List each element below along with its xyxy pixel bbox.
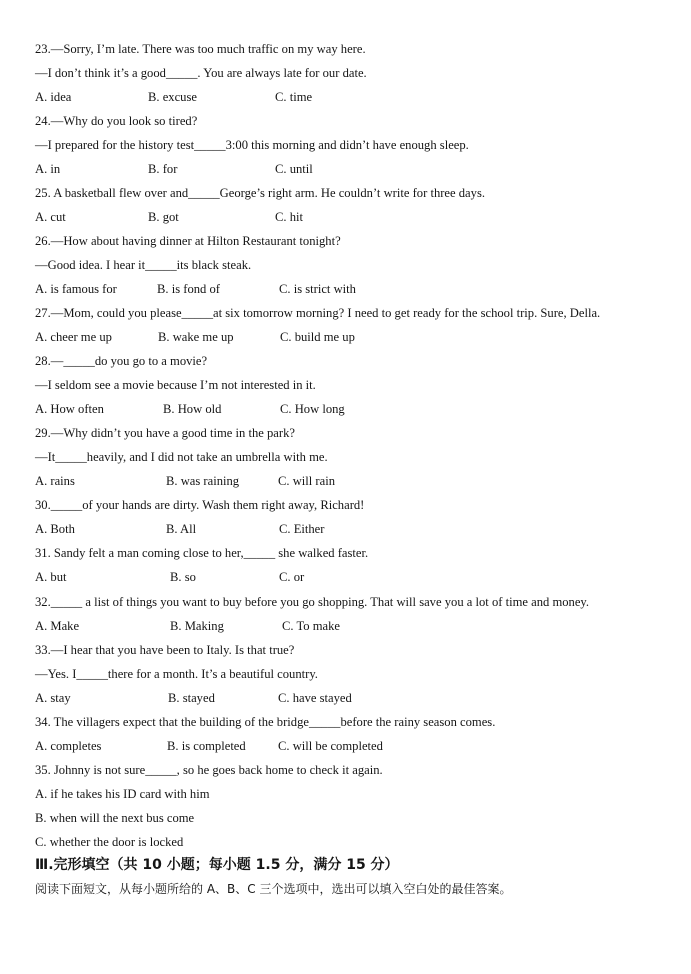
option-c: C. How long	[280, 402, 345, 416]
question-35-option-b: B. when will the next bus come	[35, 811, 195, 825]
question-35-stem-1: 35. Johnny is not sure_____, so he goes back home to check it again.	[35, 763, 383, 777]
option-c: C. will be completed	[278, 739, 383, 753]
section-instruction: 阅读下面短文，从每小题所给的 A、B、C 三个选项中，选出可以填入空白处的最佳答案。	[35, 882, 512, 896]
question-33-stem-2: —Yes. I_____there for a month. It’s a beautiful country.	[35, 667, 318, 681]
option-b: B. All	[166, 522, 197, 536]
question-29-stem-2: —It_____heavily, and I did not take an umbrella with me.	[35, 450, 328, 464]
option-a: A. Both	[35, 522, 75, 536]
question-35-option-a: A. if he takes his ID card with him	[35, 787, 210, 801]
question-26-stem-1: 26.—How about having dinner at Hilton Restaurant tonight?	[35, 234, 341, 248]
question-32-stem-1: 32._____ a list of things you want to buy before you go shopping. That will save you a lot of time and money.	[35, 595, 590, 609]
question-23-stem-2: —I don’t think it’s a good_____. You are always late for our date.	[35, 66, 367, 80]
question-33-stem-1: 33.—I hear that you have been to Italy. Is that true?	[35, 643, 295, 657]
option-a: A. cut	[35, 210, 66, 224]
option-a: A. in	[35, 162, 61, 176]
option-b: B. stayed	[168, 691, 215, 705]
option-c: C. Either	[279, 522, 325, 536]
option-b: B. got	[148, 210, 179, 224]
question-24-stem-2: —I prepared for the history test_____3:00 this morning and didn’t have enough sleep.	[35, 138, 469, 152]
question-27-stem-1: 27.—Mom, could you please_____at six tomorrow morning? I need to get ready for the school trip. Sure, Della.	[35, 306, 601, 320]
option-a: A. is famous for	[35, 282, 117, 296]
option-b: B. excuse	[148, 90, 197, 104]
option-b: B. wake me up	[158, 330, 234, 344]
option-b: B. is completed	[167, 739, 246, 753]
option-c: C. or	[279, 570, 305, 584]
option-b: B. How old	[163, 402, 222, 416]
question-23-stem-1: 23.—Sorry, I’m late. There was too much traffic on my way here.	[35, 42, 366, 56]
option-a: A. Make	[35, 619, 80, 633]
option-b: B. is fond of	[157, 282, 220, 296]
option-c: C. have stayed	[278, 691, 352, 705]
section-title: Ⅲ.完形填空（共 10 小题；每小题 1.5 分，满分 15 分）	[35, 857, 399, 873]
option-a: A. completes	[35, 739, 102, 753]
option-a: A. cheer me up	[35, 330, 112, 344]
question-25-stem-1: 25. A basketball flew over and_____George’s right arm. He couldn’t write for three days.	[35, 186, 485, 200]
option-a: A. stay	[35, 691, 71, 705]
question-30-stem-1: 30._____of your hands are dirty. Wash them right away, Richard!	[35, 498, 365, 512]
question-28-stem-1: 28.—_____do you go to a movie?	[35, 354, 208, 368]
option-a: A. How often	[35, 402, 104, 416]
option-c: C. To make	[282, 619, 340, 633]
question-31-stem-1: 31. Sandy felt a man coming close to her,_____ she walked faster.	[35, 546, 369, 560]
question-29-stem-1: 29.—Why didn’t you have a good time in the park?	[35, 426, 295, 440]
question-28-stem-2: —I seldom see a movie because I’m not interested in it.	[35, 378, 316, 392]
option-b: B. was raining	[166, 474, 240, 488]
option-c: C. time	[275, 90, 313, 104]
option-c: C. until	[275, 162, 313, 176]
option-a: A. idea	[35, 90, 72, 104]
option-b: B. Making	[170, 619, 224, 633]
option-c: C. hit	[275, 210, 303, 224]
option-b: B. for	[148, 162, 178, 176]
option-b: B. so	[170, 570, 196, 584]
option-c: C. will rain	[278, 474, 336, 488]
option-a: A. but	[35, 570, 67, 584]
option-c: C. build me up	[280, 330, 355, 344]
option-c: C. is strict with	[279, 282, 356, 296]
question-35-option-c: C. whether the door is locked	[35, 835, 184, 849]
question-24-stem-1: 24.—Why do you look so tired?	[35, 114, 198, 128]
question-26-stem-2: —Good idea. I hear it_____its black steak.	[35, 258, 252, 272]
option-a: A. rains	[35, 474, 75, 488]
question-34-stem-1: 34. The villagers expect that the building of the bridge_____before the rainy season comes.	[35, 715, 496, 729]
